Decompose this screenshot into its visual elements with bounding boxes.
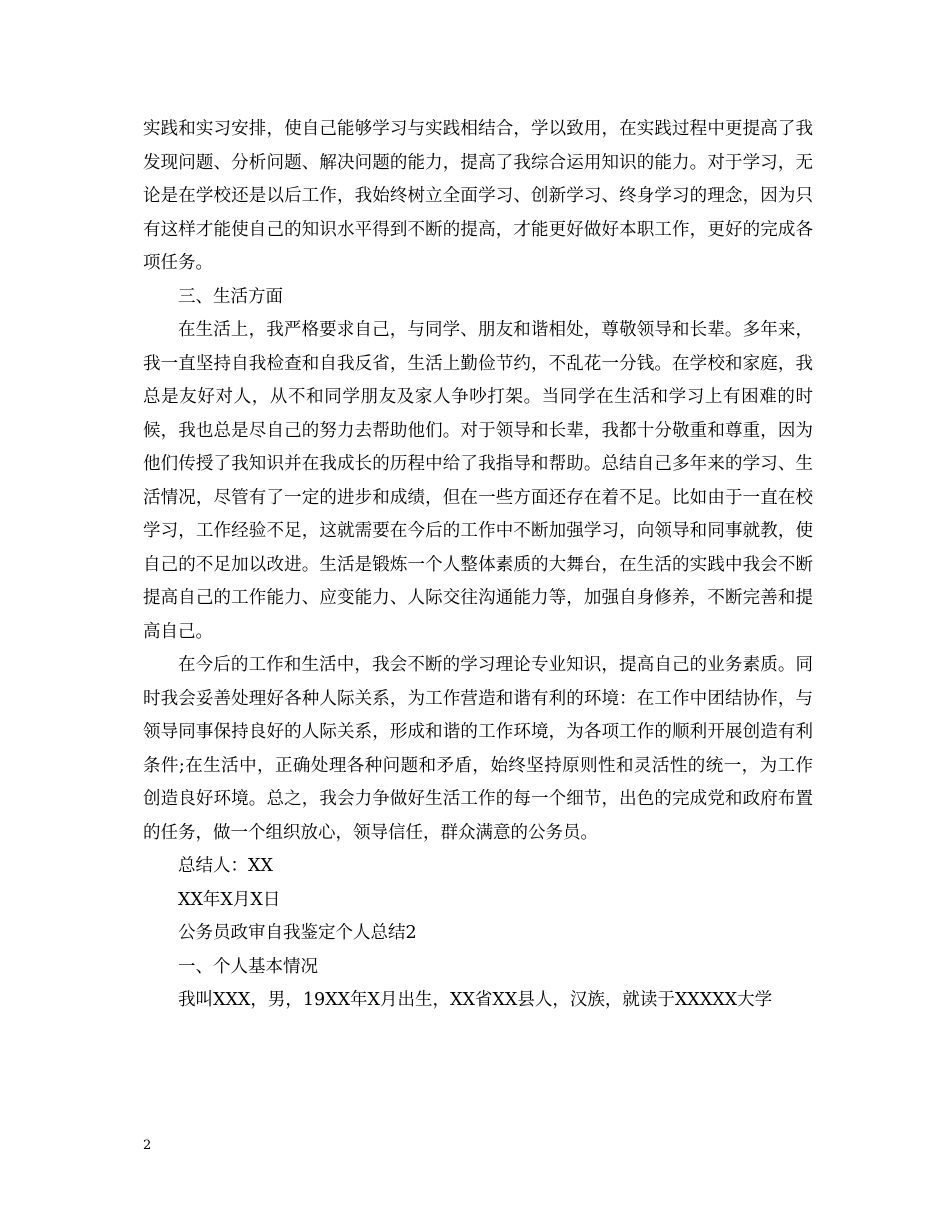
paragraph-study-continued: 实践和实习安排，使自己能够学习与实践相结合，学以致用，在实践过程中更提高了我发现问题、分析问题、解决问题的能力，提高了我综合运用知识的能力。对于学习，无论是在学校还是以后工作，我始终树立全面学习、创新学习、终身学习的理念，因为只有这样才能使自己的知识水平得到不断的提高，才能更好做好本职工作，更好的完成各项任务。	[143, 119, 813, 273]
section-heading-life: 三、生活方面	[178, 286, 283, 307]
date-line: XX年X月X日	[178, 889, 281, 910]
document-body	[143, 113, 813, 1018]
signature-line: 总结人：XX	[178, 856, 273, 876]
document-subtitle: 公务员政审自我鉴定个人总结2	[178, 923, 417, 943]
section-heading-basic-info: 一、个人基本情况	[178, 956, 318, 977]
page-number: 2	[143, 1138, 152, 1153]
paragraph-basic-info: 我叫XXX，男，19XX年X月出生，XX省XX县人，汉族，就读于XXXXX大学	[178, 990, 773, 1010]
paragraph-future: 在今后的工作和生活中，我会不断的学习理论专业知识，提高自己的业务素质。同时我会妥善处理好各种人际关系，为工作营造和谐有利的环境：在工作中团结协作，与领导同事保持良好的人际关系，形成和谐的工作环境，为各项工作的顺利开展创造有利条件;在生活中，正确处理各种问题和矛盾，始终坚持原则性和灵活性的统一，为工作创造良好环境。总之，我会力争做好生活工作的每一个细节，出色的完成党和政府布置的任务，做一个组织放心，领导信任，群众满意的公务员。	[143, 655, 813, 843]
paragraph-life: 在生活上，我严格要求自己，与同学、朋友和谐相处，尊敬领导和长辈。多年来，我一直坚持自我检查和自我反省，生活上勤俭节约，不乱花一分钱。在学校和家庭，我总是友好对人，从不和同学朋友及家人争吵打架。当同学在生活和学习上有困难的时候，我也总是尽自己的努力去帮助他们。对于领导和长辈，我都十分敬重和尊重，因为他们传授了我知识并在我成长的历程中给了我指导和帮助。总结自己多年来的学习、生活情况，尽管有了一定的进步和成绩，但在一些方面还存在着不足。比如由于一直在校学习，工作经验不足，这就需要在今后的工作中不断加强学习，向领导和同事就教，使自己的不足加以改进。生活是锻炼一个人整体素质的大舞台，在生活的实践中我会不断提高自己的工作能力、应变能力、人际交往沟通能力等，加强自身修养，不断完善和提高自己。	[143, 320, 813, 642]
